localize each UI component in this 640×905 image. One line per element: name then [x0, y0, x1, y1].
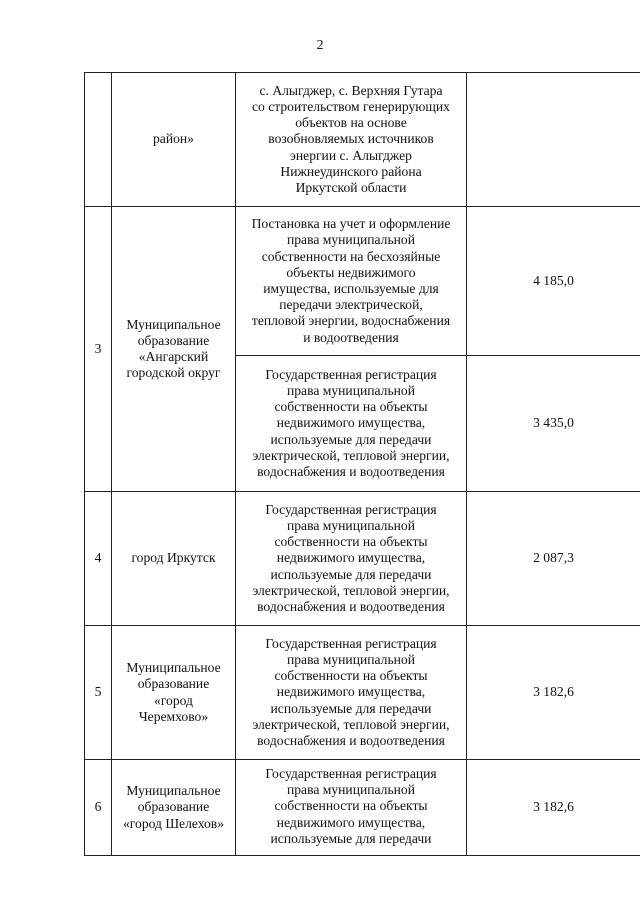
activity-cell: Государственная регистрация права муниципальной собственности на объекты недвижимого имущества, используемые для передачи электрической, тепловой энергии, водоснабжения и водоотведения — [236, 356, 467, 492]
amount-cell — [467, 73, 640, 207]
municipality-cell: район» — [112, 73, 236, 207]
municipality-cell: Муниципальное образование «Ангарский городской округ — [112, 207, 236, 492]
amount-cell: 2 087,3 — [467, 492, 640, 626]
amount-cell: 3 182,6 — [467, 760, 640, 856]
table-row — [85, 760, 640, 856]
activity-cell: Постановка на учет и оформление права муниципальной собственности на бесхозяйные объекты недвижимого имущества, используемые для передачи электрической, тепловой энергии, водоснабжения и водоотведения — [236, 207, 467, 356]
municipality-cell: город Иркутск — [112, 492, 236, 626]
amount-cell: 3 182,6 — [467, 626, 640, 760]
activity-cell: с. Алыгджер, с. Верхняя Гутара со строительством генерирующих объектов на основе возобновляемых источников энергии с. Алыгджер Нижнеудинского района Иркутской области — [236, 73, 467, 207]
row-number: 3 — [85, 207, 112, 492]
table-row — [85, 492, 640, 626]
row-number — [85, 73, 112, 207]
activity-cell: Государственная регистрация права муниципальной собственности на объекты недвижимого имущества, используемые для передачи электрической, тепловой энергии, водоснабжения и водоотведения — [236, 626, 467, 760]
page-number: 2 — [316, 38, 324, 53]
municipality-cell: Муниципальное образование «город Шелехов» — [112, 760, 236, 856]
row-number: 5 — [85, 626, 112, 760]
row-number: 4 — [85, 492, 112, 626]
activity-cell: Государственная регистрация права муниципальной собственности на объекты недвижимого имущества, используемые для передачи — [236, 760, 467, 856]
amount-cell: 3 435,0 — [467, 356, 640, 492]
municipality-cell: Муниципальное образование «город Черемхово» — [112, 626, 236, 760]
table-row — [85, 626, 640, 760]
row-number: 6 — [85, 760, 112, 856]
table-row — [85, 207, 640, 356]
activity-cell: Государственная регистрация права муниципальной собственности на объекты недвижимого имущества, используемые для передачи электрической, тепловой энергии, водоснабжения и водоотведения — [236, 492, 467, 626]
table-row — [85, 73, 640, 207]
allocation-table — [84, 72, 640, 856]
amount-cell: 4 185,0 — [467, 207, 640, 356]
